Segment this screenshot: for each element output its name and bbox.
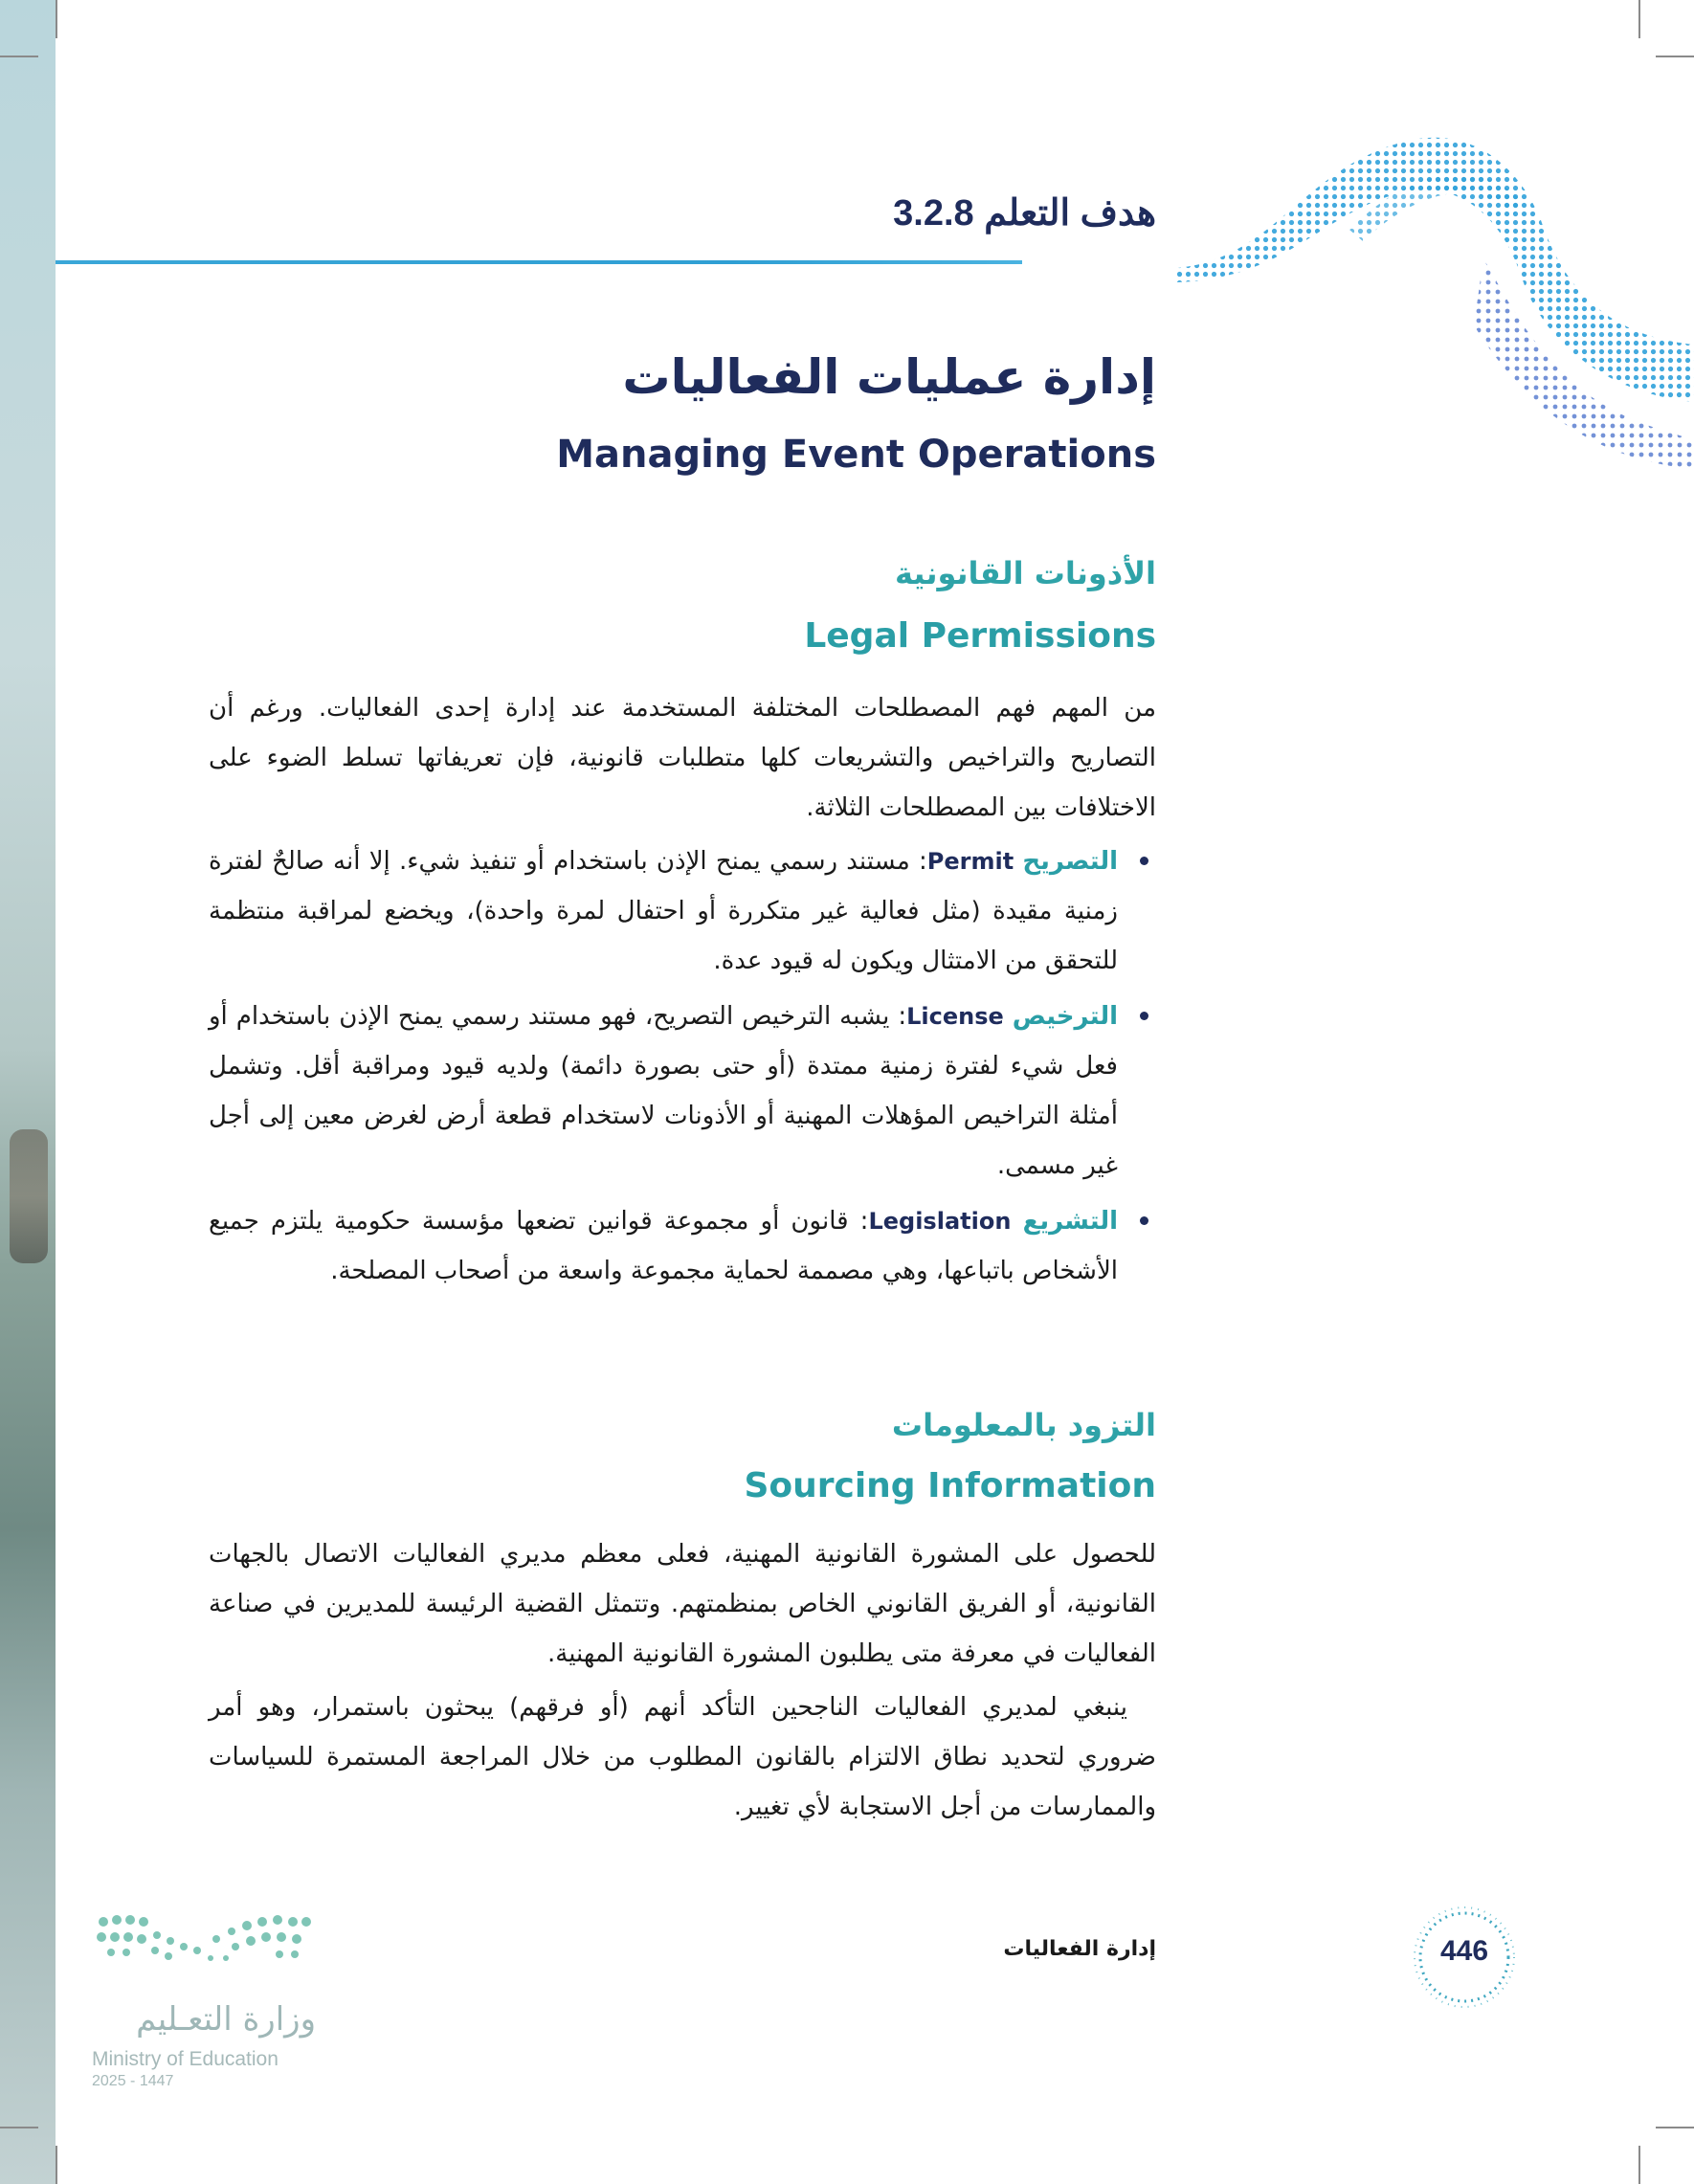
dotted-wave-decoration — [1158, 115, 1694, 498]
term-permit-english: Permit — [926, 848, 1014, 875]
legal-intro-paragraph: من المهم فهم المصطلحات المختلفة المستخدمة عند إدارة إحدى الفعاليات. ورغم أن التصاريح والتراخيص والتشريعات كلها متطلبات قانونية، فإن تعريفاتها تسلط الضوء على الاختلافات بين المصطلحات الثلاثة. — [209, 694, 1156, 822]
sourcing-paragraph-2: ينبغي لمديري الفعاليات الناجحين التأكد أنهم (أو فرقهم) يبحثون باستمرار، وهو أمر ضروري لتحديد نطاق الالتزام بالقانون المطلوب من خلال المراجعة المستمرة للسياسات والممارسات من أجل الاستجابة لأي تغيير. — [209, 1693, 1156, 1821]
term-license-definition: : يشبه الترخيص التصريح، فهو مستند رسمي يمنح الإذن باستخدام أو فعل شيء لفترة زمنية ممتدة (أو حتى بصورة دائمة) ولديه قيود ومراقبة أقل. وتشمل أمثلة التراخيص المؤهلات المهنية أو الأذونات لاستخدام قطعة أرض لغرض معين إلى أجل غير مسمى. — [209, 1002, 1118, 1180]
ministry-name-arabic: وزارة التعـليم — [136, 2000, 316, 2039]
crop-mark-bottom-right-v — [1638, 2146, 1640, 2184]
goal-divider-line — [56, 260, 1022, 264]
page-title-english: Managing Event Operations — [556, 433, 1156, 477]
section-heading-legal-english: Legal Permissions — [804, 616, 1156, 656]
list-item-permit — [209, 836, 1156, 986]
legal-terms-list — [209, 836, 1156, 1302]
crop-mark-top-right — [1656, 56, 1694, 57]
crop-mark-top-left — [0, 56, 38, 57]
bullet-dot-icon — [1140, 857, 1148, 865]
bullet-dot-icon — [1140, 1012, 1148, 1020]
term-legislation-definition: : قانون أو مجموعة قوانين تضعها مؤسسة حكومية يلتزم جميع الأشخاص باتباعها، وهي مصممة لحماية مجموعة واسعة من أصحاب المصلحة. — [209, 1207, 1118, 1285]
sourcing-paragraph-1: للحصول على المشورة القانونية المهنية، فعلى معظم مديري الفعاليات الاتصال بالجهات القانونية، أو الفريق القانوني الخاص بمنظمتهم. وتتمثل القضية الرئيسة للمديرين في صناعة الفعاليات في معرفة متى يطلبون المشورة القانونية المهنية. — [209, 1540, 1156, 1668]
page-title-arabic: إدارة عمليات الفعاليات — [622, 349, 1156, 405]
list-item-license — [209, 992, 1156, 1191]
term-legislation-english: Legislation — [868, 1208, 1012, 1235]
crop-mark-bottom-right — [1656, 2127, 1694, 2128]
section-heading-legal-arabic: الأذونات القانونية — [894, 555, 1156, 591]
crop-mark-top-left-v — [56, 0, 57, 38]
crop-mark-bottom-left-v — [56, 2146, 57, 2184]
learning-goal-title: هدف التعلم 3.2.8 — [893, 193, 1156, 234]
term-permit-arabic: التصريح — [1022, 847, 1119, 876]
left-edge-photo — [0, 0, 56, 2184]
section-heading-sourcing-arabic: التزود بالمعلومات — [891, 1407, 1156, 1443]
ministry-name-english: Ministry of Education — [92, 2048, 279, 2070]
bullet-dot-icon — [1140, 1216, 1148, 1225]
ministry-year: 2025 - 1447 — [92, 2073, 174, 2089]
page-number: 446 — [1439, 1935, 1489, 1967]
photo-figure-silhouette — [10, 1129, 48, 1263]
footer-book-title: إدارة الفعاليات — [1003, 1937, 1156, 1961]
section-heading-sourcing-english: Sourcing Information — [744, 1466, 1156, 1505]
ministry-logo-dots-icon — [92, 1910, 322, 2006]
page-number-badge — [1393, 1905, 1536, 2010]
list-item-legislation — [209, 1196, 1156, 1296]
term-legislation-arabic: التشريع — [1022, 1207, 1119, 1236]
term-license-arabic: الترخيص — [1012, 1002, 1119, 1031]
crop-mark-bottom-left — [0, 2127, 38, 2128]
term-permit-definition: : مستند رسمي يمنح الإذن باستخدام أو تنفيذ شيء. إلا أنه صالحٌ لفترة زمنية مقيدة (مثل فعالية غير متكررة أو احتفال لمرة واحدة)، ويخضع لمراقبة منتظمة للتحقق من الامتثال ويكون له قيود عدة. — [209, 847, 1118, 975]
crop-mark-top-right-v — [1638, 0, 1640, 38]
term-license-english: License — [906, 1003, 1004, 1030]
